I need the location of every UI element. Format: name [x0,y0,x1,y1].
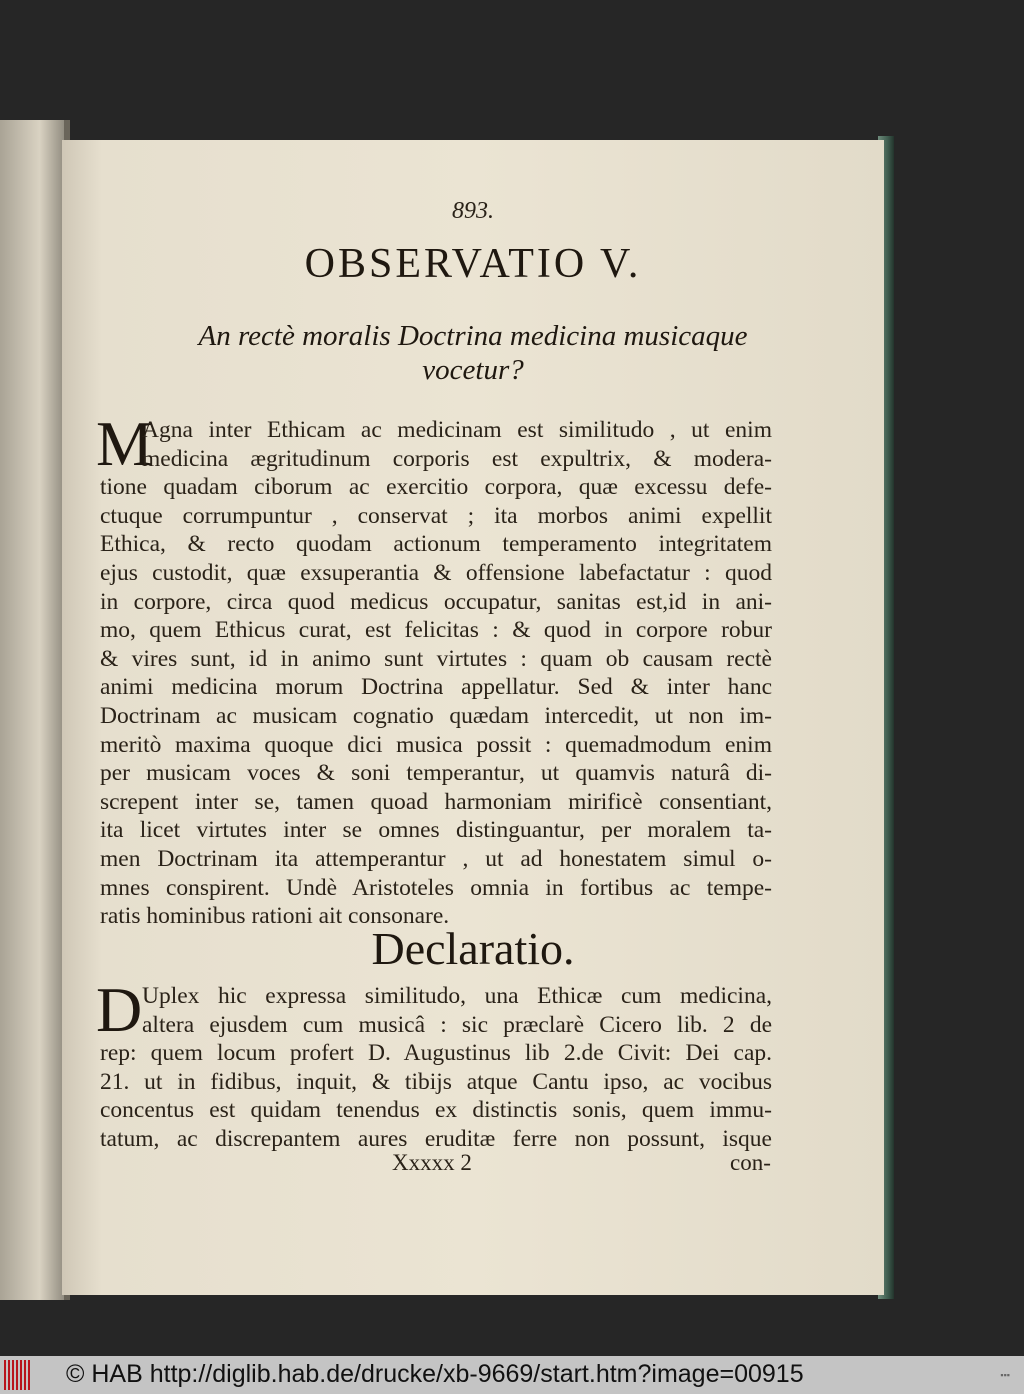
text-line: Ethica, & recto quodam actionum temperamento integritatem [100,531,772,558]
text-line: concentus est quidam tenendus ex distinctis sonis, quem immu- [100,1097,772,1124]
text-line: mnes conspirent. Undè Aristoteles omnia in fortibus ac tempe- [100,874,772,901]
text-line: meritò maxima quoque dici musica possit : quemadmodum enim [100,731,772,758]
text-line: ratis hominibus rationi ait consonare. [100,903,450,930]
text-line: animi medicina morum Doctrina appellatur. Sed & inter hanc [100,674,772,701]
drop-cap: D [96,974,143,1045]
book-page [62,140,884,1295]
subtitle-line-2: vocetur? [422,354,524,386]
text-line: per musicam voces & soni temperantur, ut quamvis naturâ di- [100,760,772,787]
page-title: OBSERVATIO V. [304,241,642,287]
text-line: Uplex hic expressa similitudo, una Ethicæ cum medicina, [142,983,772,1009]
text-line: men Doctrinam ita attemperantur , ut ad honestatem simul o- [100,846,772,872]
text-line: tione quadam ciborum ac exercitio corpora, quæ excessu defe- [100,474,772,501]
text-line: screpent inter se, tamen quoad harmoniam mirificè consentiant, [100,788,772,815]
text-line: Agna inter Ethicam ac medicinam est similitudo , ut enim [142,417,772,443]
text-line: & vires sunt, id in animo sunt virtutes : quam ob causam rectè [100,645,772,672]
text-line: ejus custodit, quæ exsuperantia & offensione labefactatur : quod [100,560,772,586]
catchword: con- [730,1150,771,1175]
subtitle-line-1: An rectè moralis Doctrina medicina musicaque [198,320,748,352]
footer-bar [0,1356,1024,1394]
text-line: 21. ut in fidibus, inquit, & tibijs atque Cantu ipso, ac vocibus [100,1068,772,1095]
text-line: medicina ægritudinum corporis est expultrix, & modera- [142,445,772,472]
page-number: 893. [452,198,494,224]
text-line: Doctrinam ac musicam cognatio quædam intercedit, ut non im- [100,703,772,729]
drop-cap: M [96,408,153,479]
section-heading: Declaratio. [371,923,575,974]
facing-page-edge [0,120,66,1300]
footer-dots: ▪▪▪ [1000,1370,1010,1380]
text-line: tatum, ac discrepantem aures eruditæ ferre non possunt, isque [100,1126,772,1152]
text-line: mo, quem Ethicus curat, est felicitas : & quod in corpore robur [100,617,772,644]
text-line: in corpore, circa quod medicus occupatur, sanitas est,id in ani- [100,588,772,615]
text-line: rep: quem locum profert D. Augustinus lib 2.de Civit: Dei cap. [100,1040,772,1067]
text-line: ctuque corrumpuntur , conservat ; ita morbos animi expellit [100,502,772,529]
hab-logo-icon [4,1360,30,1390]
text-line: ita licet virtutes inter se omnes distinguantur, per moralem ta- [100,817,772,844]
signature-mark: Xxxxx 2 [392,1150,472,1175]
footer-copyright-url: © HAB http://diglib.hab.de/drucke/xb-9669/start.htm?image=00915 [66,1360,804,1388]
text-line: altera ejusdem cum musicâ : sic præclarè Cicero lib. 2 de [142,1011,772,1038]
